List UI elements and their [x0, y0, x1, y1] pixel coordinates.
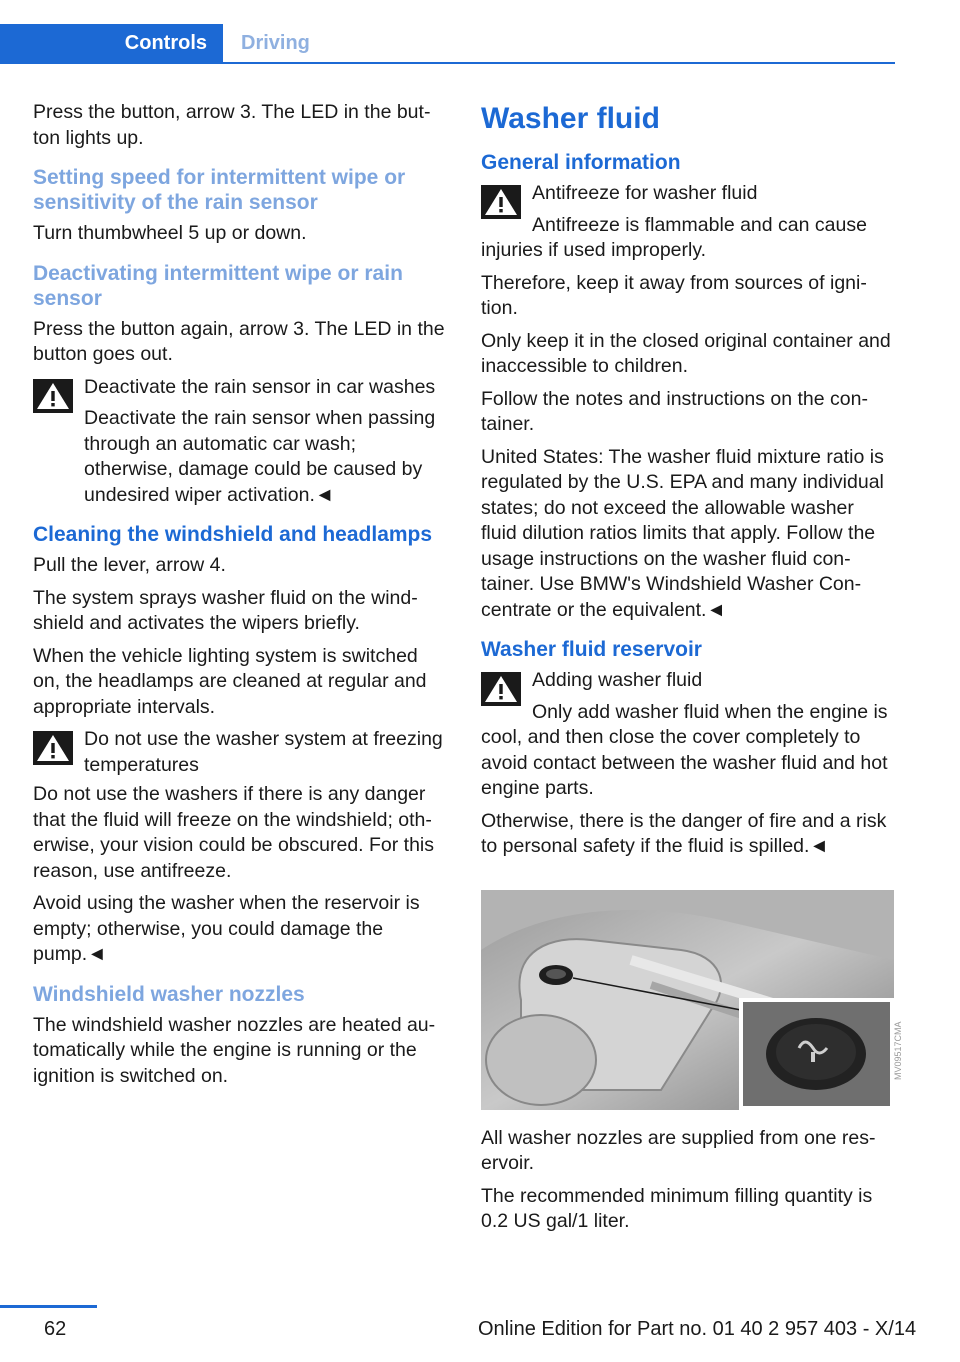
paragraph: Therefore, keep it away from sources of ignition. — [481, 271, 867, 319]
heading-intermittent-speed: Setting speed for intermittent wipe or sensitivity of the rain sensor — [33, 166, 406, 214]
heading-deactivating: Deactivating intermittent wipe or rain sensor — [33, 261, 403, 310]
left-column — [33, 100, 449, 1096]
warning-body: Only add washer fluid when the engine is cool, and then close the cover completely to avoid contact between the washer fluid and hot engine parts. — [481, 700, 888, 799]
paragraph: The recommended minimum filling quantity is 0.2 US gal/1 liter. — [481, 1184, 873, 1232]
paragraph: Pull the lever, arrow 4. — [33, 554, 226, 576]
footer-rule — [0, 1305, 97, 1308]
paragraph: The system sprays washer fluid on the windshield and activates the wipers briefly. — [33, 586, 418, 634]
photo-code: MV09517CMA — [893, 1021, 903, 1080]
reservoir-photo — [481, 890, 894, 1110]
paragraph: The windshield washer nozzles are heated automatically while the engine is running or the ignition is switched on. — [33, 1013, 436, 1087]
paragraph: All washer nozzles are supplied from one reservoir. — [481, 1126, 876, 1174]
paragraph: Only keep it in the closed original container and inaccessible to children. — [481, 329, 891, 377]
heading-cleaning: Cleaning the windshield and headlamps — [33, 523, 433, 546]
paragraph: Press the button again, arrow 3. The LED in the button goes out. — [33, 317, 445, 365]
paragraph: Press the button, arrow 3. The LED in the button lights up. — [33, 101, 431, 149]
warning-icon — [33, 731, 73, 765]
warning-icon — [33, 379, 73, 413]
heading-reservoir: Washer fluid reservoir — [481, 638, 702, 661]
paragraph: United States: The washer fluid mixture ratio is regulated by the U.S. EPA and many individual states; do not exceed the allowable washer fluid dilution ratios limits that apply. Follow the usage instructions on the washer fluid container. Use BMW's Windshield Washer Concentrate or the equivalent.◄ — [481, 445, 884, 621]
warning-icon — [481, 672, 521, 706]
warning-freezing — [33, 727, 449, 884]
warning-title: Adding washer fluid — [532, 669, 703, 691]
warning-body: Do not use the washers if there is any danger that the fluid will freeze on the windshield; otherwise, your vision could be obscured. For this reason, use antifreeze. — [33, 783, 435, 882]
paragraph: Otherwise, there is the danger of fire and a risk to personal safety if the fluid is spilled.◄ — [481, 809, 887, 857]
tab-driving[interactable]: Driving — [241, 32, 310, 54]
warning-title: Antifreeze for washer fluid — [532, 182, 758, 204]
heading-nozzles: Windshield washer nozzles — [33, 982, 305, 1006]
right-column — [481, 100, 894, 1242]
section-title: Washer fluid — [481, 102, 660, 135]
warning-antifreeze — [481, 181, 894, 264]
tab-controls[interactable]: Controls — [0, 24, 223, 62]
section-tabs — [0, 24, 895, 64]
warning-icon — [481, 185, 521, 219]
warning-title: Do not use the washer system at freezing temperatures — [84, 728, 443, 776]
edition-note: Online Edition for Part no. 01 40 2 957 403 - X/14 — [478, 1318, 917, 1340]
paragraph: When the vehicle lighting system is switched on, the headlamps are cleaned at regular and appropriate intervals. — [33, 644, 427, 718]
warning-title: Deactivate the rain sensor in car washes — [84, 375, 436, 398]
paragraph: Follow the notes and instructions on the container. — [481, 387, 868, 435]
warning-adding-fluid — [481, 668, 894, 802]
page-number: 62 — [44, 1318, 67, 1340]
warning-car-washes — [33, 375, 449, 509]
warning-body: Antifreeze is flammable and can cause injuries if used improperly. — [481, 213, 867, 261]
paragraph: Turn thumbwheel 5 up or down. — [33, 222, 307, 244]
heading-general-information: General information — [481, 151, 681, 174]
paragraph: Avoid using the washer when the reservoir is empty; otherwise, you could damage the pump.◄ — [33, 892, 420, 965]
warning-body: Deactivate the rain sensor when passing through an automatic car wash; otherwise, damage could be caused by undesired wiper activation.◄ — [84, 407, 436, 506]
